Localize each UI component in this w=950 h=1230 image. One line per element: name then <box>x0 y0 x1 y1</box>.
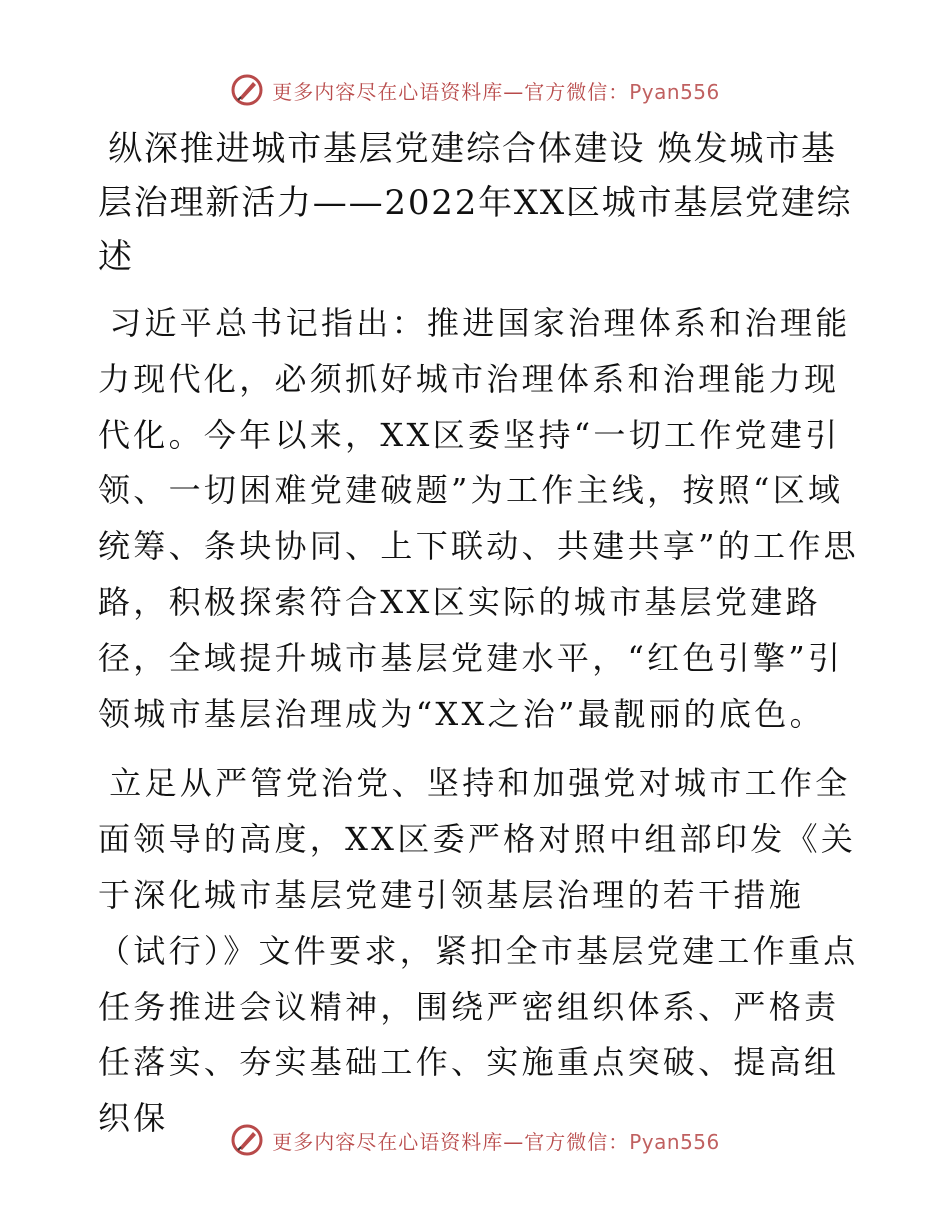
document-body <box>98 122 868 1147</box>
paragraph-1: 习近平总书记指出：推进国家治理体系和治理能力现代化，必须抓好城市治理体系和治理能力现代化。今年以来，XX区委坚持“一切工作党建引领、一切困难党建破题”为工作主线，按照“区域统筹、条块协同、上下联动、共建共享”的工作思路，积极探索符合XX区实际的城市基层党建路径，全域提升城市基层党建水平，“红色引擎”引领城市基层治理成为“XX之治”最靓丽的底色。 <box>98 304 859 733</box>
document-title: 纵深推进城市基层党建综合体建设 焕发城市基层治理新活力——2022年XX区城市基层党建综述 <box>98 129 853 277</box>
header-watermark <box>0 68 950 112</box>
footer-watermark <box>0 1118 950 1162</box>
watermark-wechat-id: Pyan556 <box>629 79 720 104</box>
quill-seal-icon <box>230 73 264 107</box>
watermark-wechat-id: Pyan556 <box>629 1129 720 1154</box>
paragraph-2: 立足从严管党治党、坚持和加强党对城市工作全面领导的高度，XX区委严格对照中组部印发《关于深化城市基层党建引领基层治理的若干措施（试行）》文件要求，紧扣全市基层党建工作重点任务推进会议精神，围绕严密组织体系、严格责任落实、夯实基础工作、实施重点突破、提高组织保 <box>98 764 859 1138</box>
watermark-text: 更多内容尽在心语资料库—官方微信： <box>272 79 630 104</box>
quill-seal-icon <box>230 1123 264 1157</box>
watermark-text: 更多内容尽在心语资料库—官方微信： <box>272 1129 630 1154</box>
